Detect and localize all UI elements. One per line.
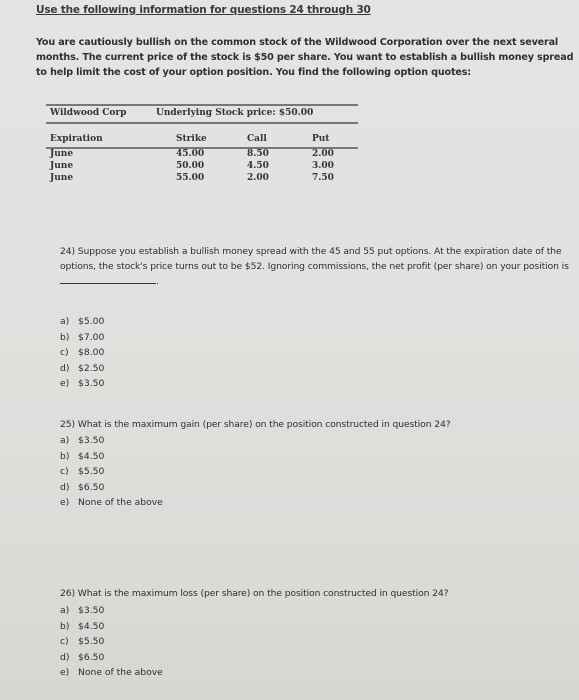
question-24-text: 24) Suppose you establish a bullish money spread with the 45 and 55 put options. At the expiration date of the options, the stock's price turns out to be $52. Ignoring commissions, the net profit (per share) on your position is [60, 246, 569, 272]
cell-put: 2.00 [312, 149, 334, 159]
option-b[interactable]: b) $4.50 [60, 450, 105, 462]
cell-call: 8.50 [247, 149, 269, 159]
question-24-options [60, 314, 104, 392]
option-d[interactable]: d) $6.50 [60, 651, 105, 663]
option-d[interactable]: d) $2.50 [60, 362, 105, 374]
option-a[interactable]: a) $3.50 [60, 605, 105, 616]
table-row [46, 173, 358, 185]
option-e[interactable]: e) None of the above [60, 497, 163, 508]
question-25-options [60, 433, 163, 511]
cell-put: 3.00 [312, 161, 334, 171]
cell-call: 4.50 [247, 161, 269, 171]
intro-paragraph: You are cautiously bullish on the common stock of the Wildwood Corporation over the next several months. The current price of the stock is $50 per share. You want to establish a bullish money spread to help limit the cost of your option position. You find the following option quotes: [36, 37, 574, 78]
table-row [46, 161, 358, 173]
cell-expiration: June [50, 149, 74, 159]
question-26-text: 26) What is the maximum loss (per share) on the position constructed in question 24? [60, 588, 449, 599]
option-a[interactable]: a) $3.50 [60, 435, 105, 446]
table-company: Wildwood Corp [50, 108, 127, 118]
question-26 [60, 586, 575, 601]
question-25 [60, 417, 575, 432]
table-stock-price: Underlying Stock price: $50.00 [156, 108, 314, 118]
header-put: Put [312, 134, 330, 144]
cell-call: 2.00 [247, 173, 269, 183]
header-expiration: Expiration [50, 134, 103, 144]
cell-expiration: June [50, 173, 74, 183]
question-25-text: 25) What is the maximum gain (per share) on the position constructed in question 24? [60, 419, 451, 430]
option-b[interactable]: b) $4.50 [60, 620, 105, 632]
table-header-row [46, 134, 358, 149]
cell-strike: 45.00 [176, 149, 205, 159]
table-title-row [46, 104, 358, 124]
option-c[interactable]: c) $5.50 [60, 636, 105, 647]
cell-strike: 50.00 [176, 161, 205, 171]
option-a[interactable]: a) $5.00 [60, 316, 105, 327]
section-heading: Use the following information for questions 24 through 30 [36, 4, 371, 16]
option-e[interactable]: e) None of the above [60, 667, 163, 678]
option-quotes-table [46, 104, 358, 185]
cell-put: 7.50 [312, 173, 334, 183]
cell-strike: 55.00 [176, 173, 205, 183]
header-call: Call [247, 134, 267, 144]
option-c[interactable]: c) $8.00 [60, 347, 105, 358]
option-c[interactable]: c) $5.50 [60, 466, 105, 477]
table-row [46, 149, 358, 161]
question-24-end: . [156, 276, 159, 287]
answer-blank [60, 274, 156, 284]
cell-expiration: June [50, 161, 74, 171]
header-strike: Strike [176, 134, 207, 144]
question-24 [60, 244, 575, 289]
option-d[interactable]: d) $6.50 [60, 481, 105, 493]
question-26-options [60, 603, 163, 681]
option-b[interactable]: b) $7.00 [60, 331, 105, 343]
option-e[interactable]: e) $3.50 [60, 378, 105, 389]
